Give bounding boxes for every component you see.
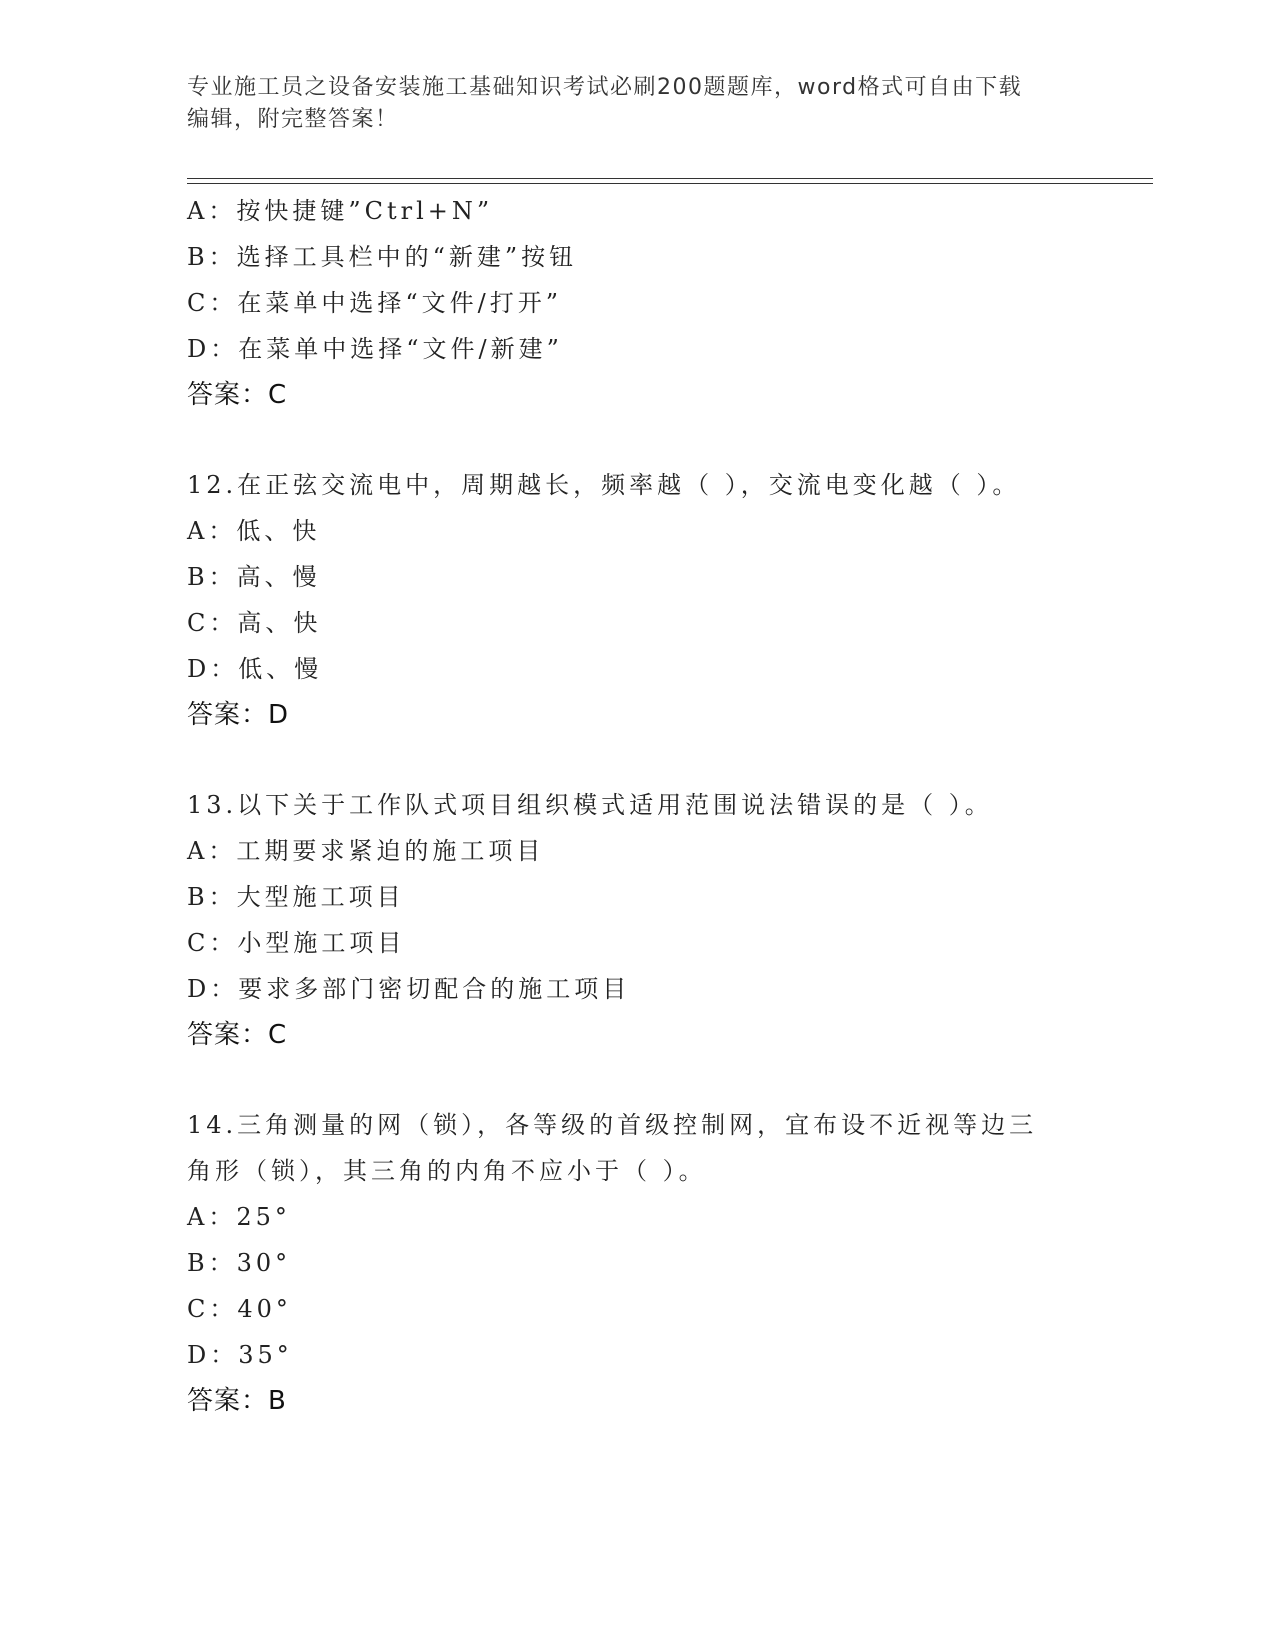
spacer xyxy=(187,1058,1153,1102)
option-b: B：30° xyxy=(187,1249,292,1277)
answer-line: 答案：C xyxy=(187,380,288,410)
option-c: C：高、快 xyxy=(187,609,322,637)
header-rule-bottom xyxy=(187,183,1153,184)
question-stem: 13.以下关于工作队式项目组织模式适用范围说法错误的是（ ）。 xyxy=(187,791,993,819)
question-block-14 xyxy=(187,1102,1153,1424)
option-c: C：在菜单中选择“文件/打开” xyxy=(187,289,562,317)
option-a: A：工期要求紧迫的施工项目 xyxy=(187,837,545,865)
option-c: C：40° xyxy=(187,1295,292,1323)
question-block-11 xyxy=(187,188,1153,418)
answer-line: 答案：D xyxy=(187,700,290,730)
header-line-1: 专业施工员之设备安装施工基础知识考试必刷200题题库，word格式可自由下载 xyxy=(187,75,1023,100)
answer-line: 答案：C xyxy=(187,1020,288,1050)
option-a: A：按快捷键”Ctrl+N” xyxy=(187,197,494,225)
option-d: D：在菜单中选择“文件/新建” xyxy=(187,335,563,363)
question-stem-line-1: 14.三角测量的网（锁），各等级的首级控制网，宜布设不近视等边三 xyxy=(187,1111,1038,1139)
spacer xyxy=(187,418,1153,462)
question-block-12 xyxy=(187,462,1153,738)
option-b: B：高、慢 xyxy=(187,563,321,591)
option-a: A：低、快 xyxy=(187,517,321,545)
question-block-13 xyxy=(187,782,1153,1058)
document-header xyxy=(187,72,1067,136)
option-d: D：要求多部门密切配合的施工项目 xyxy=(187,975,631,1003)
answer-line: 答案：B xyxy=(187,1386,287,1416)
question-list xyxy=(187,188,1153,1424)
question-stem: 12.在正弦交流电中，周期越长，频率越（ ），交流电变化越（ ）。 xyxy=(187,471,1021,499)
option-b: B：大型施工项目 xyxy=(187,883,405,911)
option-c: C：小型施工项目 xyxy=(187,929,406,957)
option-b: B：选择工具栏中的“新建”按钮 xyxy=(187,243,578,271)
header-line-2: 编辑，附完整答案！ xyxy=(187,107,399,132)
option-d: D：低、慢 xyxy=(187,655,323,683)
question-stem-line-2: 角形（锁），其三角的内角不应小于（ ）。 xyxy=(187,1157,707,1185)
header-rule-top xyxy=(187,178,1153,179)
option-a: A：25° xyxy=(187,1203,291,1231)
spacer xyxy=(187,738,1153,782)
option-d: D：35° xyxy=(187,1341,293,1369)
